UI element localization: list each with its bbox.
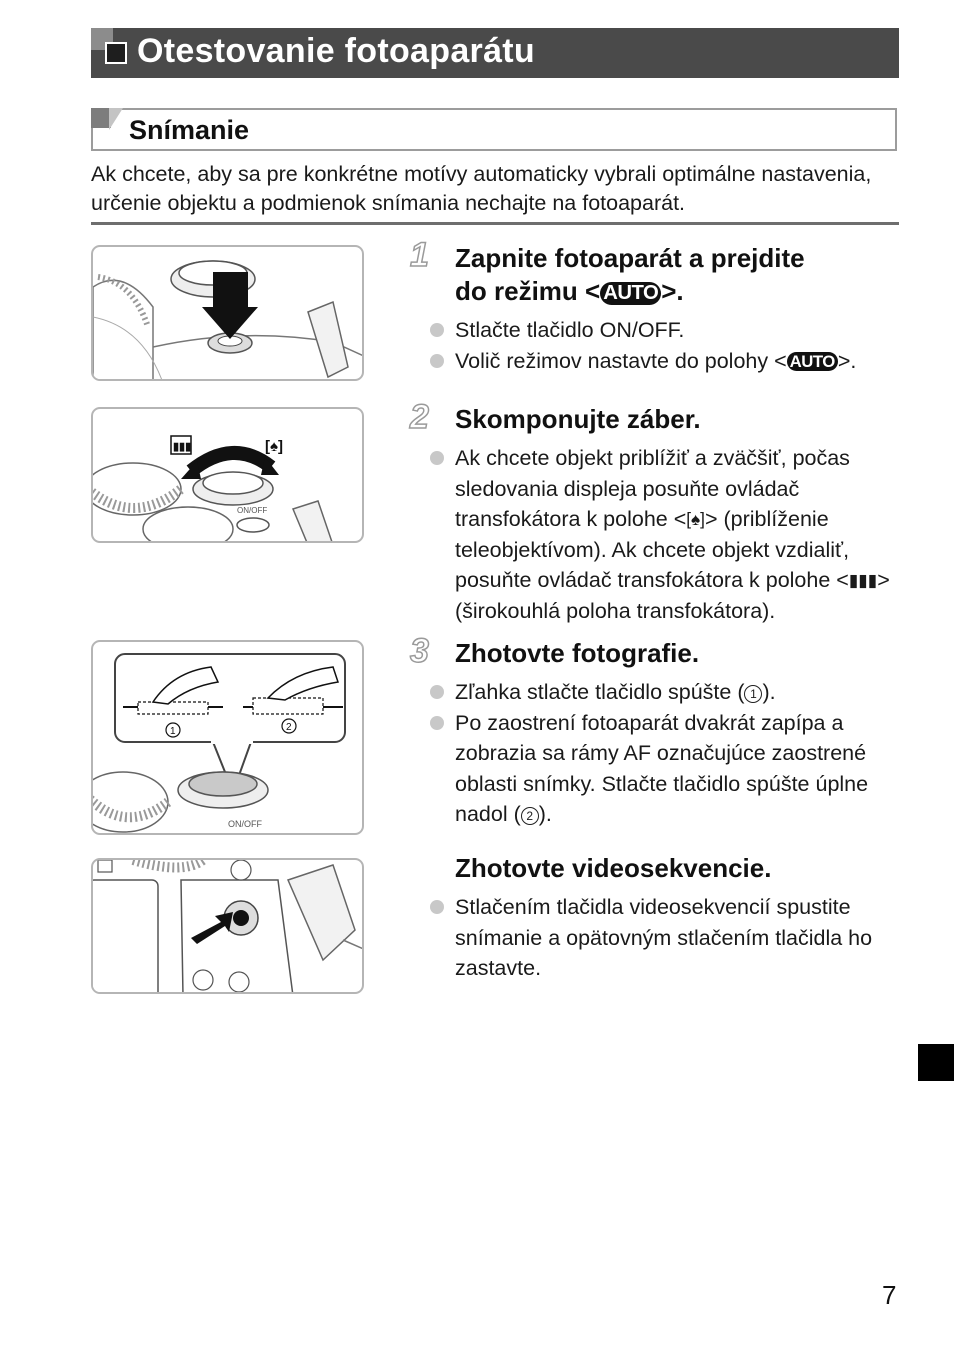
- onoff-label: ON/OFF: [228, 819, 262, 829]
- list-item: [430, 677, 900, 708]
- step-1-title-end: >.: [661, 276, 684, 306]
- step-3-number: 3: [410, 632, 429, 670]
- bullet-text: Po zaostrení fotoaparát dvakrát zapípa a zobrazia sa rámy AF označujúce zaostrené oblasti snímky. Stlačte tlačidlo spúšte úplne nadol (: [455, 710, 869, 826]
- onoff-label: ON/OFF: [237, 506, 268, 515]
- chapter-header: [91, 28, 899, 78]
- bullet-text-end: > (širokouhlá poloha transfokátora).: [455, 568, 890, 623]
- section-decor-triangle: [109, 108, 123, 130]
- list-item: [430, 708, 900, 830]
- section-decor-square: [91, 108, 111, 128]
- chapter-title: Otestovanie fotoaparátu: [137, 32, 535, 70]
- wide-label: ▮▮▮: [173, 441, 192, 453]
- wide-angle-icon: ▮▮▮: [848, 570, 878, 590]
- section-header: [91, 108, 897, 151]
- bullet-text-end: ).: [538, 802, 552, 826]
- section-title: Snímanie: [129, 115, 250, 145]
- circled-label-1: 1: [170, 726, 176, 737]
- video-step-bullets: [430, 892, 900, 984]
- step-1-title: [455, 242, 805, 308]
- bullet-text: Zľahka stlačte tlačidlo spúšte (: [455, 680, 745, 704]
- step-3-bullets: [430, 677, 900, 830]
- list-item: [430, 315, 900, 346]
- step-1-title-line1: Zapnite fotoaparát a prejdite: [455, 243, 805, 273]
- list-item: [430, 346, 900, 377]
- list-item: [430, 892, 900, 984]
- bullet-text: Volič režimov nastavte do polohy <: [455, 348, 787, 373]
- tele-label: [♠]: [265, 438, 283, 455]
- illustration-shutter-button: [91, 640, 364, 835]
- step-2-number: 2: [410, 398, 429, 436]
- step-1-title-line2: do režimu <: [455, 276, 601, 306]
- step-3-title: Zhotovte fotografie.: [455, 638, 700, 668]
- telephoto-icon: [♠]: [686, 509, 705, 529]
- page-number: 7: [882, 1280, 897, 1310]
- header-decor-square-dark: [105, 42, 127, 64]
- bullet-text-end: ).: [762, 680, 776, 704]
- bullet-text: Ak chcete objekt priblížiť a zväčšiť, počas sledovania displeja posuňte ovládač transfokátora k polohe <: [455, 446, 850, 531]
- step-2-title: Skomponujte záber.: [455, 404, 701, 434]
- illustration-power-button: [91, 245, 364, 381]
- auto-mode-icon: AUTO: [787, 352, 838, 371]
- circled-number-2: 2: [521, 807, 539, 825]
- auto-mode-icon: AUTO: [600, 282, 661, 305]
- circled-label-2: 2: [286, 722, 292, 733]
- circled-number-1: 1: [744, 685, 762, 703]
- step-1-number: 1: [410, 236, 429, 274]
- intro-paragraph: Ak chcete, aby sa pre konkrétne motívy automaticky vybrali optimálne nastavenia, určenie objektu a podmienok snímania nechajte na fotoaparát.: [91, 162, 872, 215]
- bullet-text-mid: > (priblíženie teleobjektívom). Ak chcete objekt vzdialiť, posuňte ovládač transfokátora k polohe <: [455, 507, 850, 592]
- bullet-text-end: >.: [837, 348, 857, 373]
- bullet-text: Stlačte tlačidlo ON/OFF.: [455, 318, 685, 342]
- illustration-zoom-lever: [91, 407, 364, 543]
- bullet-text: Stlačením tlačidla videosekvencií spustite snímanie a opätovným stlačením tlačidla ho zastavte.: [455, 895, 873, 980]
- list-item: [430, 443, 900, 626]
- video-step-title: Zhotovte videosekvencie.: [455, 853, 772, 883]
- chapter-edge-tab: [918, 1044, 954, 1081]
- illustration-movie-button: [91, 858, 364, 994]
- step-1-bullets: [430, 315, 900, 376]
- divider: [91, 222, 899, 225]
- step-2-bullets: [430, 443, 900, 626]
